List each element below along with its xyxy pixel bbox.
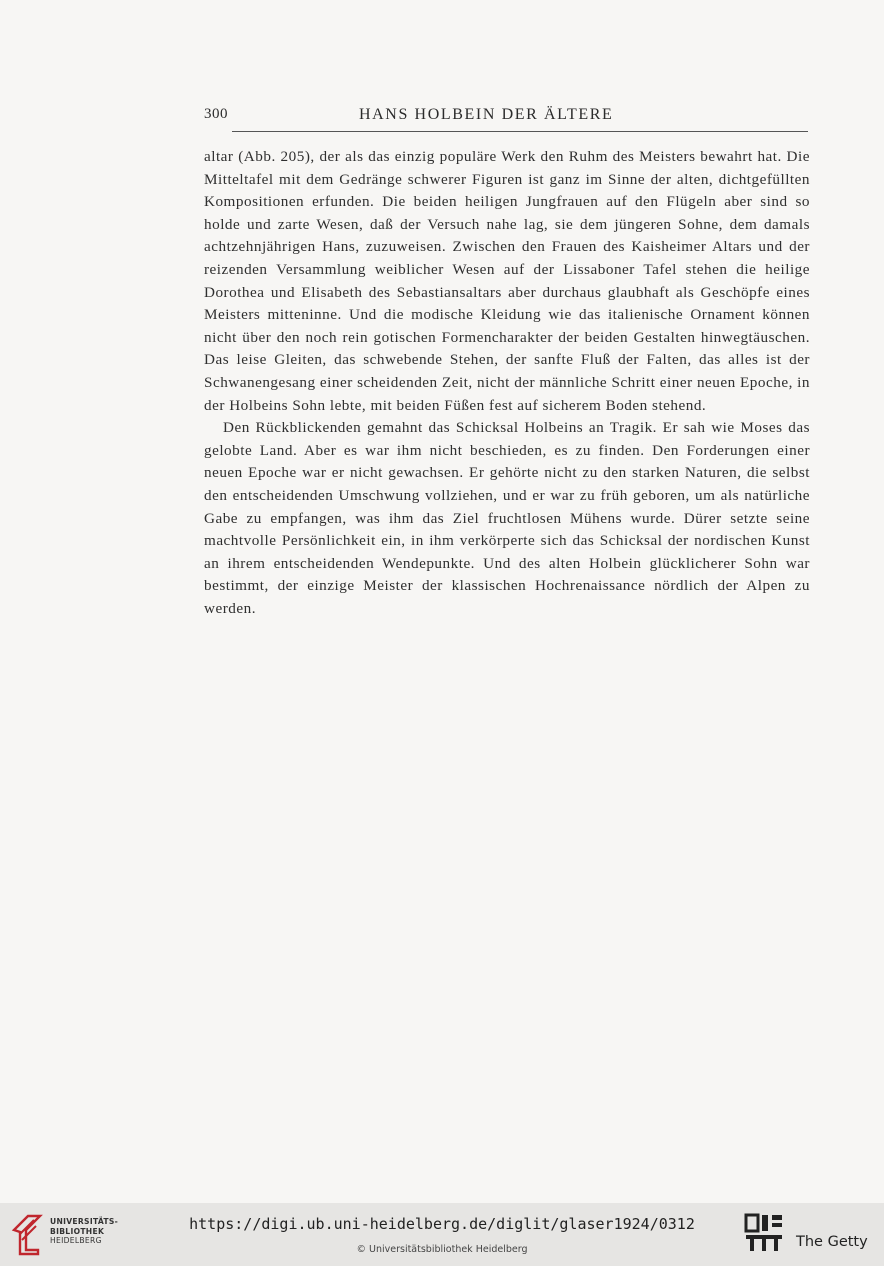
library-line: HEIDELBERG	[50, 1236, 102, 1245]
body-text	[204, 146, 810, 620]
library-line: BIBLIOTHEK	[50, 1226, 105, 1236]
paragraph: Den Rückblickenden gemahnt das Schicksal Holbeins an Tragik. Er sah wie Moses das gelobte Land. Aber es war ihm nicht beschieden, es zu finden. Den Forderungen einer neuen Epoche war er nicht gewachsen. Er gehörte nicht zu den starken Naturen, die selbst den entscheidenden Umschwung vollziehen, und er war zu früh geboren, um als natürliche Gabe zu empfangen, was ihm das Ziel fruchtlosen Mühens wurde. Dürer setzte seine machtvolle Persönlichkeit ein, in ihm verkörperte sich das Schicksal der nordischen Kunst an ihrem entscheidenden Wendepunkte. Und des alten Holbein glücklicherer Sohn war bestimmt, der einzige Meister der klassischen Hochrenaissance nördlich der Alpen zu werden.	[204, 419, 810, 617]
page-header	[204, 106, 808, 130]
getty-logo-icon[interactable]	[744, 1213, 784, 1253]
header-rule	[232, 131, 808, 132]
paragraph: altar (Abb. 205), der als das einzig populäre Werk den Ruhm des Meisters bewahrt hat. Die Mitteltafel mit dem Gedränge schwerer Figuren ist ganz im Sinne der alten, dichtgefüllten Kompositionen erfunden. Die beiden heiligen Jungfrauen auf den Flügeln aber sind so holde und zarte Wesen, daß der Versuch nahe lag, sie dem jüngeren Sohne, dem damals achtzehnjährigen Hans, zuzuweisen. Zwischen den Frauen des Kaisheimer Altars und der reizenden Versammlung weiblicher Wesen auf der Lissaboner Tafel stehen die heilige Dorothea und Elisabeth des Sebastiansaltars aber durchaus glaubhaft als Geschöpfe eines Meisters mitteninne. Und die modische Kleidung wie das italienische Ornament können nicht über den noch rein gotischen Formencharakter der beiden Gestalten hinwegtäuschen. Das leise Gleiten, das schwebende Stehen, der sanfte Fluß der Falten, das alles ist der Schwanengesang einer scheidenden Zeit, nicht der männliche Schritt einer neuen Epoche, in der Holbeins Sohn lebte, mit beiden Füßen fest auf sicherem Boden stehend.	[204, 148, 810, 414]
library-line: UNIVERSITÄTS-	[50, 1217, 119, 1226]
copyright-notice: © Universitätsbibliothek Heidelberg	[356, 1244, 528, 1255]
permalink-url[interactable]: https://digi.ub.uni-heidelberg.de/diglit/glaser1924/0312	[189, 1215, 695, 1233]
running-title: HANS HOLBEIN DER ÄLTERE	[359, 106, 614, 123]
getty-label: The Getty	[796, 1234, 868, 1250]
page-number: 300	[204, 106, 228, 122]
